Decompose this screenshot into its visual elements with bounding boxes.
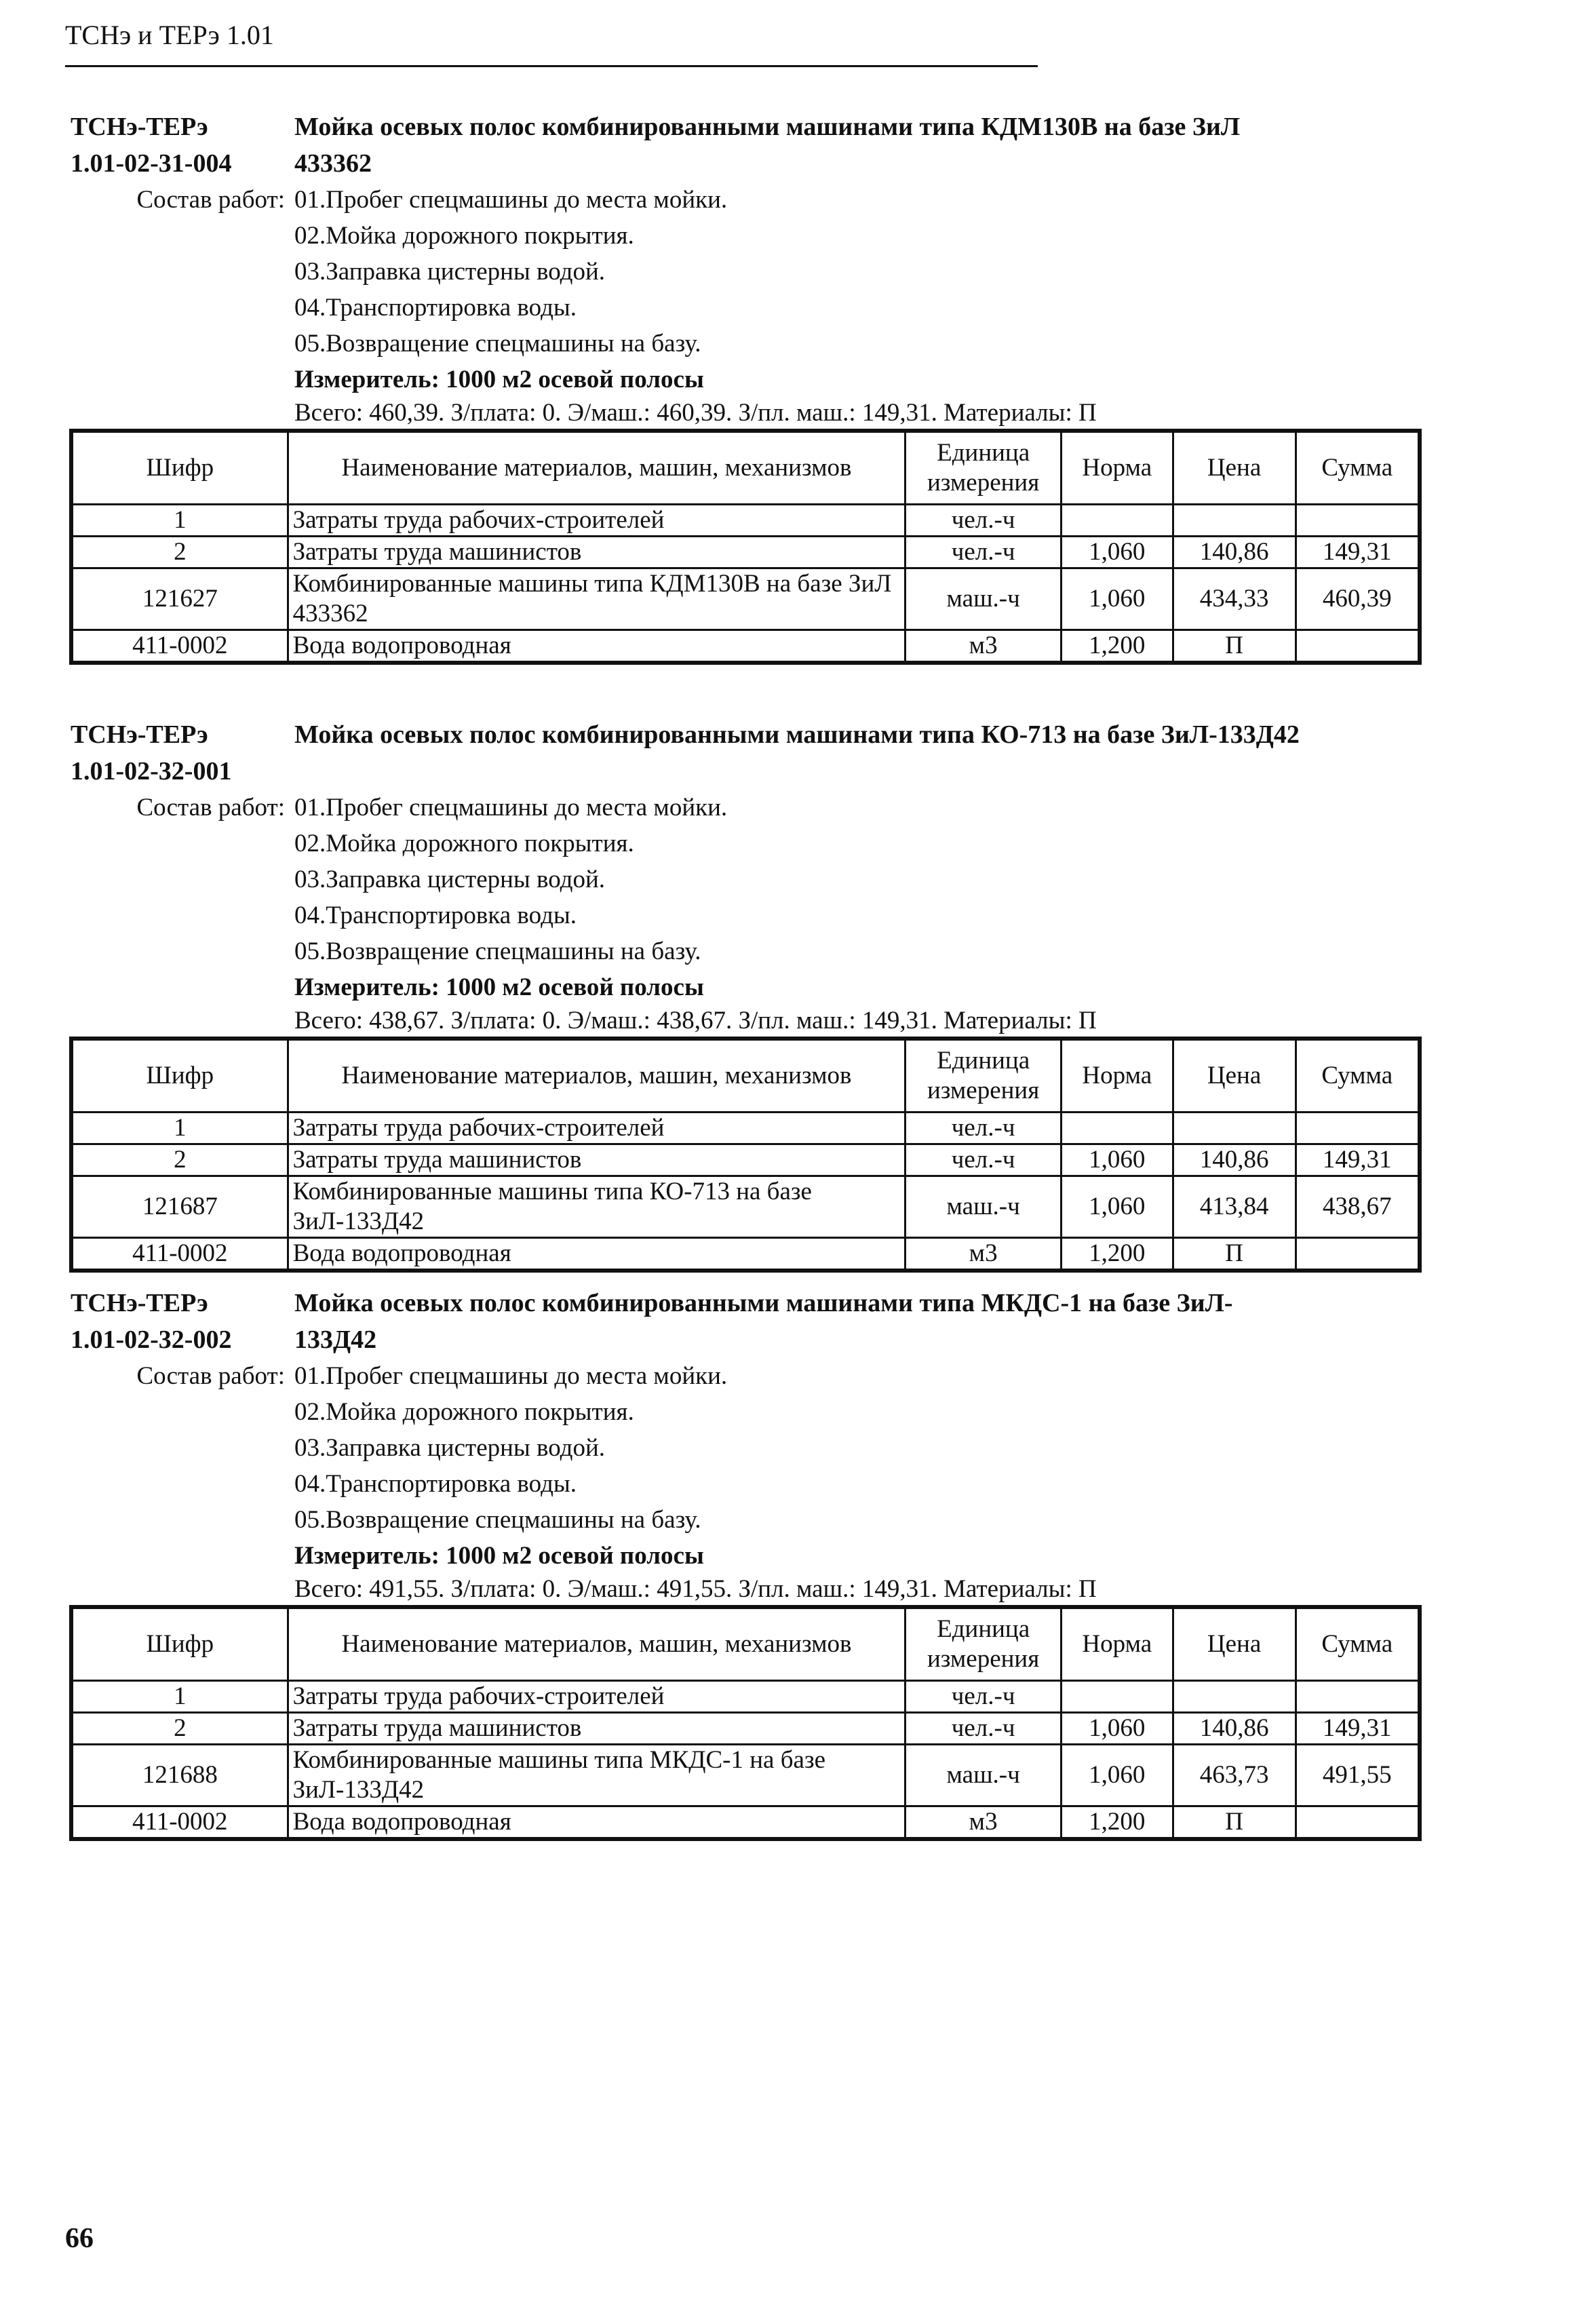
cell-price: [1173, 1681, 1296, 1713]
column-header-name: Наименование материалов, машин, механизмов: [288, 1607, 906, 1681]
entry-code: [71, 1285, 294, 1358]
work-composition-label: Состав работ:: [136, 186, 285, 214]
table-row: [71, 1112, 1420, 1144]
entry-code-number: 1.01-02-31-004: [71, 149, 232, 178]
work-item: 01.Пробег спецмашины до места мойки.: [294, 794, 728, 821]
cell-norm: [1061, 1112, 1173, 1144]
resources-table: [69, 1605, 1422, 1841]
cell-price: П: [1173, 630, 1296, 663]
cell-norm: 1,200: [1061, 630, 1173, 663]
column-header-price: Цена: [1173, 1039, 1296, 1112]
entry-code-prefix: ТСНэ-ТЕРэ: [71, 113, 208, 141]
totals-line: Всего: 438,67. З/плата: 0. Э/маш.: 438,67. З/пл. маш.: 149,31. Материалы: П: [294, 1007, 1097, 1034]
cell-code: 1: [71, 1112, 288, 1144]
work-item: 02.Мойка дорожного покрытия.: [294, 830, 634, 857]
cell-unit: м3: [906, 630, 1062, 663]
cell-price: 140,86: [1173, 1713, 1296, 1745]
measurement-unit: Измеритель: 1000 м2 осевой полосы: [294, 366, 704, 393]
cell-name: Затраты труда рабочих-строителей: [288, 1681, 906, 1713]
work-item: 02.Мойка дорожного покрытия.: [294, 222, 634, 250]
resources-table: [69, 429, 1422, 665]
table-row: [71, 1681, 1420, 1713]
header-rule: [65, 65, 1038, 67]
work-item: 02.Мойка дорожного покрытия.: [294, 1398, 634, 1426]
cell-price: 140,86: [1173, 537, 1296, 568]
entry-title-line: 133Д42: [294, 1326, 377, 1354]
cell-sum: 491,55: [1296, 1745, 1420, 1806]
cell-sum: 438,67: [1296, 1176, 1420, 1238]
work-list: [294, 182, 1427, 362]
entry-heading: [71, 716, 1427, 790]
cell-price: 413,84: [1173, 1176, 1296, 1238]
work-list: [294, 790, 1427, 969]
resources-table: [69, 1037, 1422, 1273]
work-item: 03.Заправка цистерны водой.: [294, 866, 606, 893]
table-row: [71, 1176, 1420, 1238]
column-header-unit: Единица измерения: [906, 1039, 1062, 1112]
table-header-row: [71, 1607, 1420, 1681]
column-header-code: Шифр: [71, 1607, 288, 1681]
cell-sum: 149,31: [1296, 1144, 1420, 1176]
cell-norm: 1,060: [1061, 1144, 1173, 1176]
entry-title: [294, 1285, 1427, 1358]
entry-title: [294, 109, 1427, 182]
table-header-row: [71, 431, 1420, 505]
totals-line: Всего: 460,39. З/плата: 0. Э/маш.: 460,39. З/пл. маш.: 149,31. Материалы: П: [294, 399, 1097, 427]
cell-price: [1173, 505, 1296, 537]
cell-sum: [1296, 630, 1420, 663]
cell-unit: чел.-ч: [906, 505, 1062, 537]
cell-sum: 149,31: [1296, 1713, 1420, 1745]
cell-unit: маш.-ч: [906, 568, 1062, 630]
cell-sum: 460,39: [1296, 568, 1420, 630]
cell-code: 2: [71, 1713, 288, 1745]
work-item: 04.Транспортировка воды.: [294, 1470, 577, 1498]
work-item: 04.Транспортировка воды.: [294, 294, 577, 322]
work-list: [294, 1358, 1427, 1538]
page-number: 66: [65, 2223, 94, 2254]
column-header-code: Шифр: [71, 1039, 288, 1112]
cell-unit: чел.-ч: [906, 1713, 1062, 1745]
cell-unit: чел.-ч: [906, 537, 1062, 568]
cell-name: Вода водопроводная: [288, 630, 906, 663]
table-row: [71, 505, 1420, 537]
cell-code: 121627: [71, 568, 288, 630]
column-header-name: Наименование материалов, машин, механизмов: [288, 431, 906, 505]
table-row: [71, 630, 1420, 663]
column-header-price: Цена: [1173, 431, 1296, 505]
cell-code: 1: [71, 1681, 288, 1713]
cell-unit: маш.-ч: [906, 1176, 1062, 1238]
entry-title-line: Мойка осевых полос комбинированными машинами типа КДМ130В на базе ЗиЛ: [294, 113, 1241, 141]
table-row: [71, 1713, 1420, 1745]
table-row: [71, 1806, 1420, 1840]
cell-norm: 1,060: [1061, 1176, 1173, 1238]
cell-name: Затраты труда машинистов: [288, 1713, 906, 1745]
cell-sum: 149,31: [1296, 537, 1420, 568]
cell-price: [1173, 1112, 1296, 1144]
cell-name: Комбинированные машины типа МКДС-1 на базе ЗиЛ-133Д42: [288, 1745, 906, 1806]
cell-unit: м3: [906, 1238, 1062, 1271]
cell-price: П: [1173, 1238, 1296, 1271]
cell-name: Комбинированные машины типа КДМ130В на базе ЗиЛ 433362: [288, 568, 906, 630]
cell-name: Комбинированные машины типа КО-713 на базе ЗиЛ-133Д42: [288, 1176, 906, 1238]
column-header-sum: Сумма: [1296, 431, 1420, 505]
cell-sum: [1296, 1806, 1420, 1840]
cell-code: 2: [71, 1144, 288, 1176]
entry-code-prefix: ТСНэ-ТЕРэ: [71, 720, 208, 749]
cell-code: 121687: [71, 1176, 288, 1238]
entry-code-prefix: ТСНэ-ТЕРэ: [71, 1289, 208, 1317]
column-header-unit: Единица измерения: [906, 431, 1062, 505]
work-composition: [71, 182, 1427, 362]
cell-norm: 1,200: [1061, 1238, 1173, 1271]
cell-sum: [1296, 1681, 1420, 1713]
cell-name: Затраты труда машинистов: [288, 1144, 906, 1176]
table-header-row: [71, 1039, 1420, 1112]
column-header-name: Наименование материалов, машин, механизмов: [288, 1039, 906, 1112]
cell-code: 411-0002: [71, 1238, 288, 1271]
column-header-sum: Сумма: [1296, 1039, 1420, 1112]
table-row: [71, 568, 1420, 630]
work-item: 03.Заправка цистерны водой.: [294, 1434, 606, 1462]
cell-price: П: [1173, 1806, 1296, 1840]
cell-norm: 1,060: [1061, 537, 1173, 568]
column-header-unit: Единица измерения: [906, 1607, 1062, 1681]
entry-code-number: 1.01-02-32-002: [71, 1326, 232, 1354]
cell-norm: [1061, 505, 1173, 537]
cell-code: 121688: [71, 1745, 288, 1806]
work-item: 05.Возвращение спецмашины на базу.: [294, 330, 701, 357]
cell-name: Вода водопроводная: [288, 1238, 906, 1271]
work-composition-label: Состав работ:: [136, 1362, 285, 1390]
cell-norm: 1,060: [1061, 568, 1173, 630]
cell-sum: [1296, 1238, 1420, 1271]
cell-norm: 1,060: [1061, 1713, 1173, 1745]
table-row: [71, 1144, 1420, 1176]
work-item: 05.Возвращение спецмашины на базу.: [294, 1506, 701, 1534]
cell-norm: [1061, 1681, 1173, 1713]
table-row: [71, 1238, 1420, 1271]
entry-title-line: Мойка осевых полос комбинированными машинами типа МКДС-1 на базе ЗиЛ-: [294, 1289, 1233, 1317]
cell-name: Затраты труда рабочих-строителей: [288, 505, 906, 537]
column-header-norm: Норма: [1061, 431, 1173, 505]
cell-name: Затраты труда машинистов: [288, 537, 906, 568]
work-composition: [71, 790, 1427, 969]
cell-unit: чел.-ч: [906, 1112, 1062, 1144]
work-item: 01.Пробег спецмашины до места мойки.: [294, 186, 728, 214]
entry-code: [71, 109, 294, 182]
cell-price: 434,33: [1173, 568, 1296, 630]
cell-code: 411-0002: [71, 630, 288, 663]
cell-sum: [1296, 505, 1420, 537]
work-composition-label: Состав работ:: [136, 794, 285, 821]
cell-code: 2: [71, 537, 288, 568]
entry-heading: [71, 109, 1427, 182]
entry-title-line: Мойка осевых полос комбинированными машинами типа КО-713 на базе ЗиЛ-133Д42: [294, 720, 1300, 749]
cell-price: 140,86: [1173, 1144, 1296, 1176]
cell-name: Вода водопроводная: [288, 1806, 906, 1840]
entry-3: [71, 1285, 1427, 1841]
measurement-unit: Измеритель: 1000 м2 осевой полосы: [294, 973, 704, 1001]
cell-code: 1: [71, 505, 288, 537]
column-header-sum: Сумма: [1296, 1607, 1420, 1681]
cell-sum: [1296, 1112, 1420, 1144]
cell-code: 411-0002: [71, 1806, 288, 1840]
entry-2: [71, 716, 1427, 1273]
column-header-code: Шифр: [71, 431, 288, 505]
column-header-norm: Норма: [1061, 1607, 1173, 1681]
column-header-norm: Норма: [1061, 1039, 1173, 1112]
work-item: 03.Заправка цистерны водой.: [294, 258, 606, 286]
work-item: 04.Транспортировка воды.: [294, 902, 577, 929]
table-row: [71, 537, 1420, 568]
cell-unit: маш.-ч: [906, 1745, 1062, 1806]
work-item: 05.Возвращение спецмашины на базу.: [294, 937, 701, 965]
measurement-unit: Измеритель: 1000 м2 осевой полосы: [294, 1542, 704, 1570]
cell-unit: чел.-ч: [906, 1681, 1062, 1713]
cell-norm: 1,060: [1061, 1745, 1173, 1806]
work-composition: [71, 1358, 1427, 1538]
cell-unit: м3: [906, 1806, 1062, 1840]
totals-line: Всего: 491,55. З/плата: 0. Э/маш.: 491,55. З/пл. маш.: 149,31. Материалы: П: [294, 1575, 1097, 1603]
cell-norm: 1,200: [1061, 1806, 1173, 1840]
entry-code: [71, 716, 294, 790]
column-header-price: Цена: [1173, 1607, 1296, 1681]
cell-price: 463,73: [1173, 1745, 1296, 1806]
entry-title-line: 433362: [294, 149, 372, 178]
cell-name: Затраты труда рабочих-строителей: [288, 1112, 906, 1144]
entry-1: [71, 109, 1427, 665]
entry-code-number: 1.01-02-32-001: [71, 757, 232, 786]
page-header-title: ТСНэ и ТЕРэ 1.01: [65, 20, 274, 50]
cell-unit: чел.-ч: [906, 1144, 1062, 1176]
entry-heading: [71, 1285, 1427, 1358]
entry-title: [294, 716, 1427, 753]
table-row: [71, 1745, 1420, 1806]
work-item: 01.Пробег спецмашины до места мойки.: [294, 1362, 728, 1390]
